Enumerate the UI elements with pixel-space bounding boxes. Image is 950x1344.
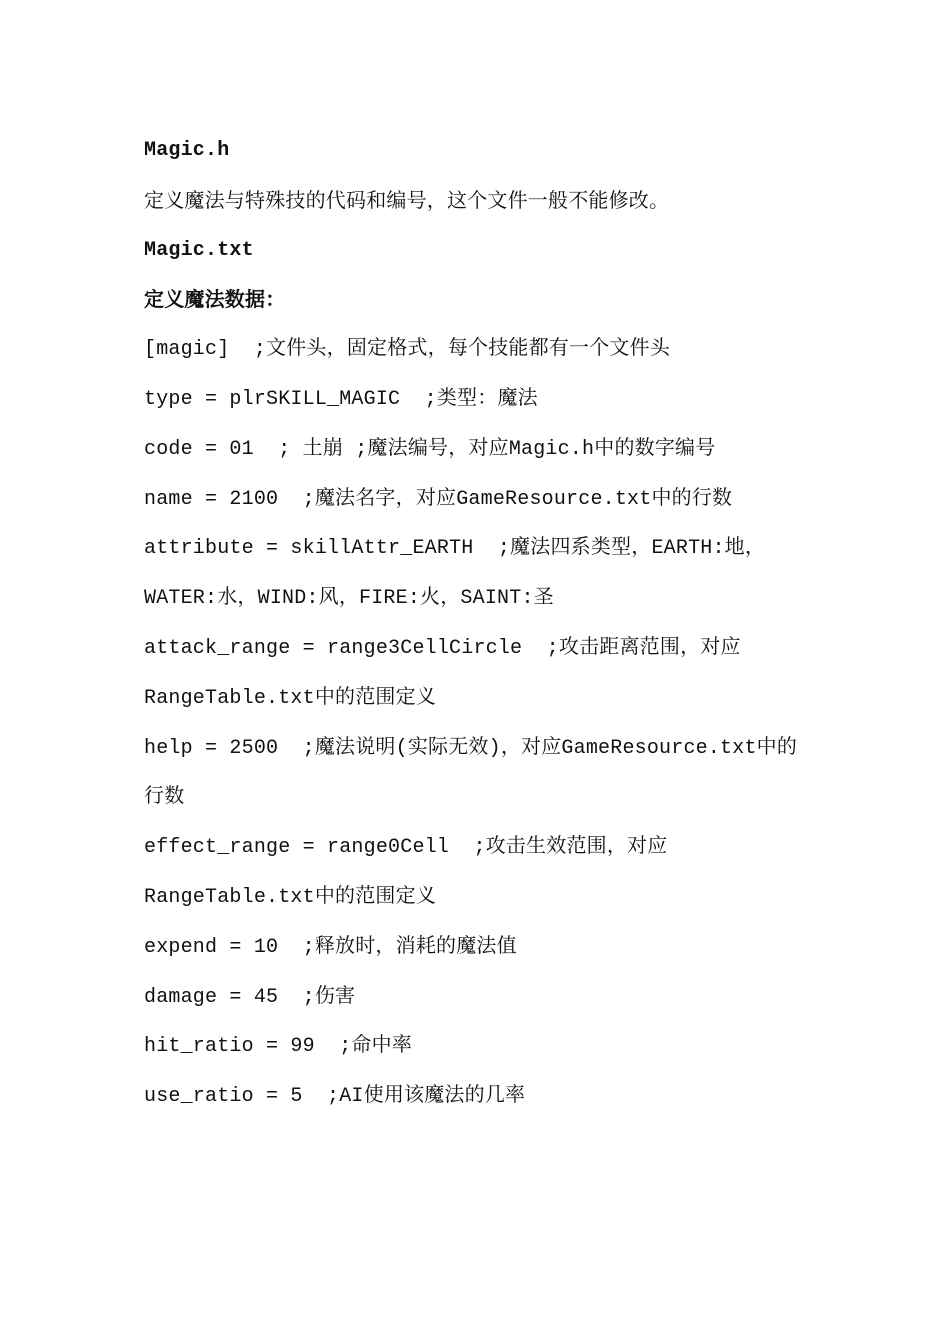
code-line-help-cont: 行数 [144,786,185,810]
code-line-code: code = 01 ; 土崩 ;魔法编号，对应Magic.h中的数字编号 [144,437,716,461]
code-line-help: help = 2500 ;魔法说明(实际无效)，对应GameResource.txt中的 [144,736,798,760]
code-line-magic-header: [magic] ;文件头，固定格式，每个技能都有一个文件头 [144,338,671,362]
code-line-name: name = 2100 ;魔法名字，对应GameResource.txt中的行数 [144,487,733,511]
code-line-attack-range-cont: RangeTable.txt中的范围定义 [144,686,437,710]
code-line-type: type = plrSKILL_MAGIC ;类型：魔法 [144,387,538,411]
file-heading-magic-txt: Magic.txt [144,238,254,262]
code-line-effect-range: effect_range = range0Cell ;攻击生效范围，对应 [144,836,668,860]
code-line-attack-range: attack_range = range3CellCircle ;攻击距离范围，对应 [144,636,741,660]
code-line-attribute-cont: WATER:水，WIND:风，FIRE:火，SAINT:圣 [144,587,554,611]
document-body [144,126,824,1122]
code-line-use-ratio: use_ratio = 5 ;AI使用该魔法的几率 [144,1085,526,1109]
magic-h-description: 定义魔法与特殊技的代码和编号，这个文件一般不能修改。 [144,187,670,212]
code-line-hit-ratio: hit_ratio = 99 ;命中率 [144,1035,413,1059]
code-line-expend: expend = 10 ;释放时，消耗的魔法值 [144,935,517,959]
file-heading-magic-h: Magic.h [144,139,230,162]
code-line-attribute: attribute = skillAttr_EARTH ;魔法四系类型，EARTH:地， [144,537,766,561]
section-heading-magic-data: 定义魔法数据： [144,287,286,312]
code-line-damage: damage = 45 ;伤害 [144,985,356,1009]
code-line-effect-range-cont: RangeTable.txt中的范围定义 [144,885,437,909]
